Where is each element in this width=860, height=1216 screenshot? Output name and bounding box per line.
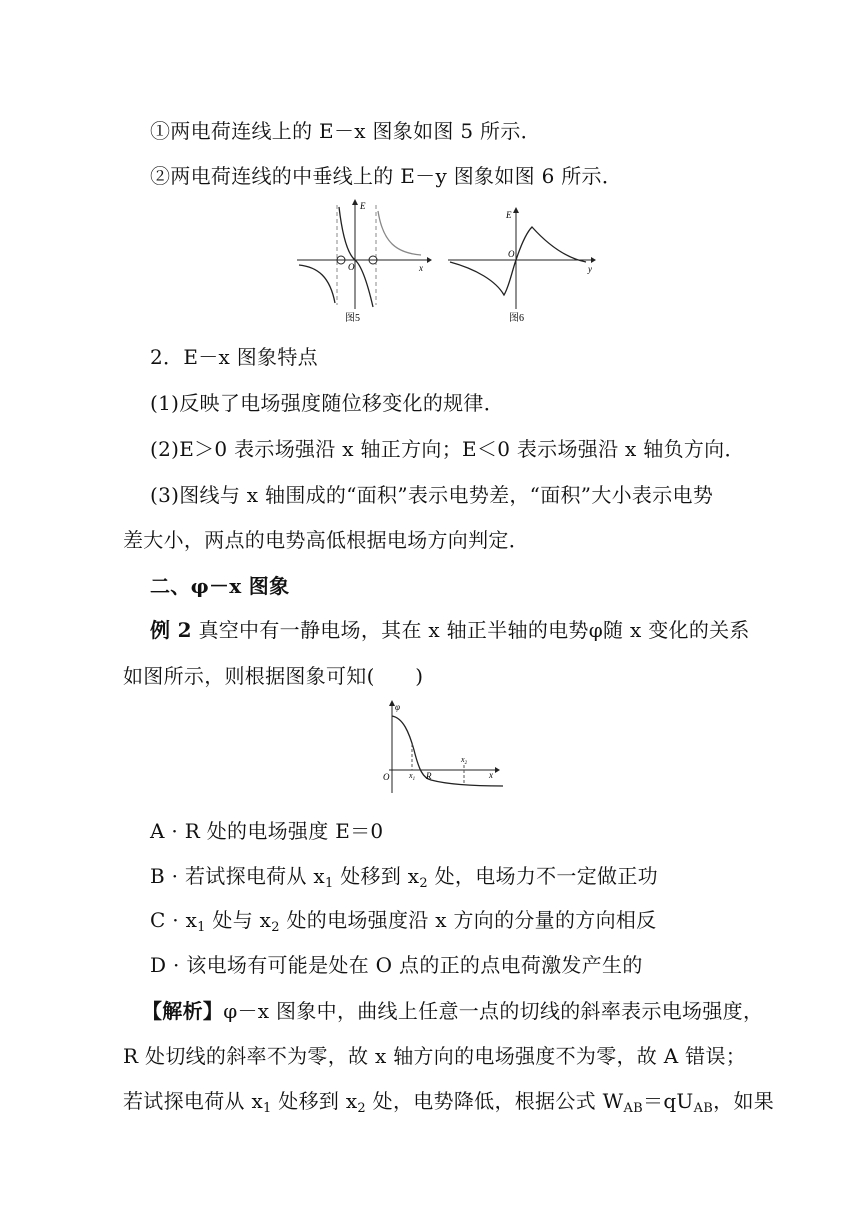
feature-2: (2)E＞0 表示场强沿 x 轴正方向；E＜0 表示场强沿 x 轴负方向． bbox=[150, 437, 745, 461]
option-b bbox=[150, 860, 658, 891]
section-2-heading: 2．E－x 图象特点 bbox=[150, 345, 318, 369]
analysis-3-sub4: AB bbox=[693, 1101, 714, 1116]
fig6-ylabel: E bbox=[506, 210, 512, 220]
analysis-line-3 bbox=[123, 1085, 774, 1116]
analysis-3-d: ＝qU bbox=[643, 1089, 694, 1113]
paragraph-2: ②两电荷连线的中垂线上的 E－y 图象如图 6 所示． bbox=[150, 164, 623, 188]
phi-origin: O bbox=[383, 772, 390, 782]
analysis-3-c: 处，电势降低，根据公式 W bbox=[366, 1089, 624, 1113]
option-d: D · 该电场有可能是处在 O 点的正的点电荷激发产生的 bbox=[150, 953, 643, 977]
analysis-3-a: 若试探电荷从 x bbox=[123, 1089, 264, 1113]
phi-x2-label: $x_2$ bbox=[461, 755, 468, 766]
example-label: 例 2 bbox=[150, 618, 192, 642]
analysis-3-e: ，如果 bbox=[713, 1089, 775, 1113]
option-b-b: 处移到 x bbox=[333, 864, 420, 888]
option-a: A · R 处的电场强度 E＝0 bbox=[150, 819, 384, 843]
figure-phi-x bbox=[381, 698, 509, 796]
example-2-line-1 bbox=[150, 614, 750, 643]
analysis-line-2: R 处切线的斜率不为零，故 x 轴方向的电场强度不为零，故 A 错误； bbox=[123, 1044, 747, 1068]
phi-xlabel: x bbox=[489, 770, 493, 780]
feature-3-line-2: 差大小，两点的电势高低根据电场方向判定． bbox=[123, 528, 529, 552]
analysis-line-1 bbox=[142, 995, 763, 1024]
phi-ylabel: φ bbox=[395, 702, 400, 712]
figure-5 bbox=[293, 197, 433, 327]
option-c-c: 处的电场强度沿 x 方向的分量的方向相反 bbox=[279, 908, 657, 932]
figure-6 bbox=[446, 205, 598, 327]
fig6-xlabel: y bbox=[588, 264, 592, 274]
fig5-xlabel: x bbox=[419, 263, 423, 273]
option-b-c: 处，电场力不一定做正功 bbox=[427, 864, 658, 888]
option-c bbox=[150, 904, 656, 935]
analysis-text-1: φ－x 图象中，曲线上任意一点的切线的斜率表示电场强度， bbox=[223, 999, 764, 1023]
paragraph-1: ①两电荷连线上的 E－x 图象如图 5 所示． bbox=[150, 119, 541, 143]
analysis-label: 【解析】 bbox=[142, 999, 224, 1023]
analysis-3-sub2: 2 bbox=[357, 1101, 366, 1116]
option-c-sub2: 2 bbox=[271, 920, 280, 935]
option-b-sub2: 2 bbox=[419, 876, 428, 891]
phi-R-label: R bbox=[426, 771, 432, 781]
analysis-3-sub3: AB bbox=[623, 1101, 644, 1116]
section-heading-phi-x: 二、φ－x 图象 bbox=[150, 574, 290, 598]
example-text-1: 真空中有一静电场，其在 x 轴正半轴的电势φ随 x 变化的关系 bbox=[191, 618, 750, 642]
fig5-origin: O bbox=[348, 262, 355, 272]
fig6-caption: 图6 bbox=[509, 313, 524, 324]
phi-x1-label: $x_1$ bbox=[409, 771, 416, 782]
option-c-sub1: 1 bbox=[197, 920, 206, 935]
example-2-line-2: 如图所示，则根据图象可知( ) bbox=[123, 664, 424, 688]
fig5-caption: 图5 bbox=[345, 313, 360, 324]
feature-3-line-1: (3)图线与 x 轴围成的“面积”表示电势差，“面积”大小表示电势 bbox=[150, 483, 714, 507]
fig6-origin: O bbox=[508, 249, 515, 259]
option-b-a: B · 若试探电荷从 x bbox=[150, 864, 326, 888]
analysis-3-sub1: 1 bbox=[263, 1101, 272, 1116]
option-c-a: C · x bbox=[150, 908, 198, 932]
option-b-sub1: 1 bbox=[325, 876, 334, 891]
option-c-b: 处与 x bbox=[205, 908, 272, 932]
analysis-3-b: 处移到 x bbox=[271, 1089, 358, 1113]
feature-1: (1)反映了电场强度随位移变化的规律． bbox=[150, 391, 505, 415]
fig5-ylabel: E bbox=[360, 201, 366, 211]
